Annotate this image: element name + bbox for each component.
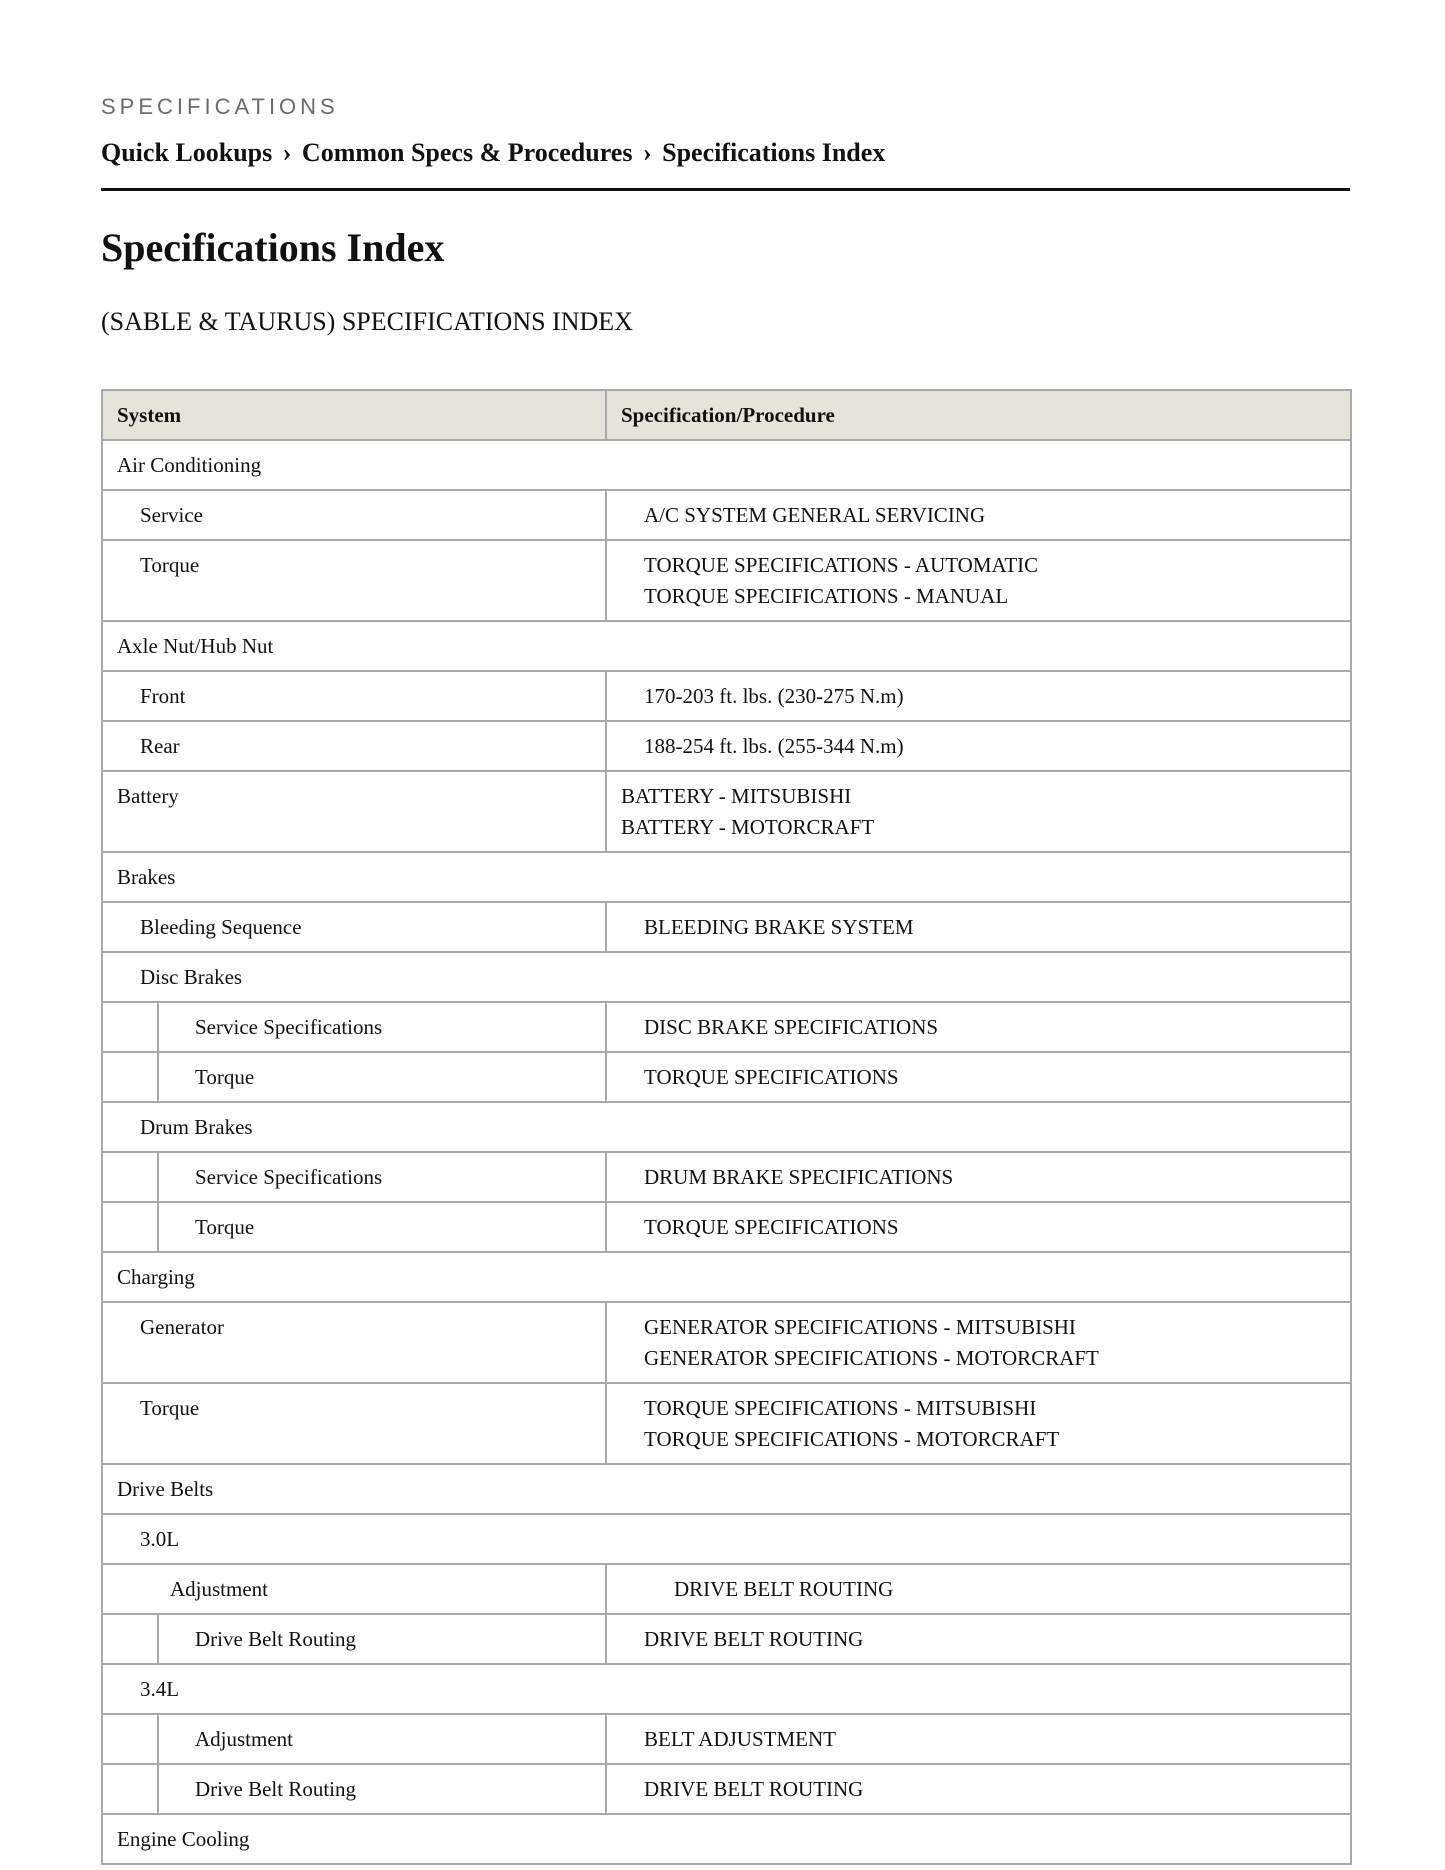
system-cell	[102, 1383, 606, 1464]
spec-list	[607, 672, 1350, 720]
group-cell	[102, 621, 1351, 671]
spec-list	[607, 1003, 1350, 1051]
system-label: Torque	[140, 1396, 200, 1420]
breadcrumb-item-specifications-index: Specifications Index	[662, 138, 886, 167]
system-cell	[102, 490, 606, 540]
group-label: Charging	[117, 1265, 195, 1289]
spec-cell	[606, 1002, 1351, 1052]
table-body	[102, 440, 1351, 1864]
spec-link[interactable]: DRUM BRAKE SPECIFICATIONS	[644, 1165, 954, 1189]
system-label: Service	[140, 503, 203, 527]
system-cell	[102, 1052, 606, 1102]
system-cell	[102, 1564, 606, 1614]
indent-stub	[103, 1003, 159, 1051]
table-row	[102, 902, 1351, 952]
spec-link[interactable]: A/C SYSTEM GENERAL SERVICING	[644, 503, 986, 527]
spec-cell	[606, 1764, 1351, 1814]
spec-cell	[606, 671, 1351, 721]
group-cell	[102, 1664, 1351, 1714]
group-cell	[102, 952, 1351, 1002]
spec-list	[607, 903, 1350, 951]
spec-link[interactable]: DISC BRAKE SPECIFICATIONS	[644, 1015, 939, 1039]
table-group-row	[102, 852, 1351, 902]
spec-link[interactable]: TORQUE SPECIFICATIONS	[644, 1215, 899, 1239]
breadcrumb-separator: ›	[282, 138, 292, 167]
spec-link[interactable]: TORQUE SPECIFICATIONS - MITSUBISHI	[644, 1396, 1037, 1420]
table-row	[102, 1002, 1351, 1052]
system-label: Torque	[195, 1065, 255, 1089]
spec-link[interactable]: BELT ADJUSTMENT	[644, 1727, 836, 1751]
system-cell	[102, 1614, 606, 1664]
spec-link[interactable]: TORQUE SPECIFICATIONS	[644, 1065, 899, 1089]
group-label: 3.0L	[140, 1527, 180, 1551]
spec-list	[607, 541, 1350, 620]
system-cell	[102, 1302, 606, 1383]
system-cell	[102, 540, 606, 621]
system-label: Drive Belt Routing	[195, 1627, 356, 1651]
table-group-row	[102, 621, 1351, 671]
group-label: 3.4L	[140, 1677, 180, 1701]
group-cell	[102, 852, 1351, 902]
spec-cell	[606, 1614, 1351, 1664]
spec-link[interactable]: BLEEDING BRAKE SYSTEM	[644, 915, 914, 939]
system-label: Service Specifications	[195, 1015, 383, 1039]
indent-stub	[103, 1765, 159, 1813]
spec-cell	[606, 1564, 1351, 1614]
table-row	[102, 1302, 1351, 1383]
table-row	[102, 1564, 1351, 1614]
table-row	[102, 490, 1351, 540]
spec-cell	[606, 1052, 1351, 1102]
group-label: Air Conditioning	[117, 453, 262, 477]
spec-list	[607, 1384, 1350, 1463]
table-header-row	[102, 390, 1351, 440]
spec-cell	[606, 1714, 1351, 1764]
table-group-row	[102, 952, 1351, 1002]
system-label: Torque	[140, 553, 200, 577]
section-eyebrow: SPECIFICATIONS	[101, 94, 339, 119]
spec-cell	[606, 1383, 1351, 1464]
spec-list	[607, 1765, 1350, 1813]
table-group-row	[102, 1252, 1351, 1302]
table-row	[102, 1714, 1351, 1764]
breadcrumb-separator: ›	[642, 138, 652, 167]
spec-cell	[606, 1202, 1351, 1252]
spec-list	[607, 1615, 1350, 1663]
table-row	[102, 721, 1351, 771]
table-row	[102, 1614, 1351, 1664]
system-label: Rear	[140, 734, 180, 758]
system-label: Adjustment	[170, 1577, 268, 1601]
table-row	[102, 540, 1351, 621]
indent-stub	[103, 1715, 159, 1763]
spec-list	[607, 1715, 1350, 1763]
table-row	[102, 671, 1351, 721]
spec-list	[607, 1203, 1350, 1251]
spec-list	[607, 491, 1350, 539]
table-row	[102, 1052, 1351, 1102]
group-cell	[102, 1514, 1351, 1564]
table-row	[102, 1202, 1351, 1252]
header-divider	[101, 188, 1350, 191]
column-header-system: System	[102, 390, 606, 440]
table-row	[102, 1383, 1351, 1464]
group-cell	[102, 1464, 1351, 1514]
system-cell	[102, 1764, 606, 1814]
table-row	[102, 1152, 1351, 1202]
indent-stub	[103, 1153, 159, 1201]
system-cell	[102, 1152, 606, 1202]
table-row	[102, 771, 1351, 852]
spec-link[interactable]: TORQUE SPECIFICATIONS - MANUAL	[644, 584, 1009, 608]
system-cell	[102, 1714, 606, 1764]
group-cell	[102, 1102, 1351, 1152]
group-label: Disc Brakes	[140, 965, 243, 989]
indent-stub	[103, 1203, 159, 1251]
table-group-row	[102, 1664, 1351, 1714]
system-cell	[102, 902, 606, 952]
specifications-table	[101, 389, 1352, 1865]
spec-link: 170-203 ft. lbs. (230-275 N.m)	[644, 684, 904, 708]
spec-list	[607, 722, 1350, 770]
system-label: Service Specifications	[195, 1165, 383, 1189]
group-label: Axle Nut/Hub Nut	[117, 634, 274, 658]
page-title: Specifications Index	[101, 225, 445, 270]
system-cell	[102, 1002, 606, 1052]
system-label: Torque	[195, 1215, 255, 1239]
spec-link[interactable]: TORQUE SPECIFICATIONS - AUTOMATIC	[644, 553, 1039, 577]
system-cell	[102, 771, 606, 852]
spec-link[interactable]: DRIVE BELT ROUTING	[644, 1627, 864, 1651]
spec-link[interactable]: DRIVE BELT ROUTING	[644, 1777, 864, 1801]
table-group-row	[102, 1814, 1351, 1864]
spec-link[interactable]: DRIVE BELT ROUTING	[674, 1577, 894, 1601]
spec-list	[607, 1303, 1350, 1382]
breadcrumb	[101, 138, 885, 168]
group-cell	[102, 440, 1351, 490]
spec-list	[607, 772, 1350, 851]
table-row	[102, 1764, 1351, 1814]
table-group-row	[102, 440, 1351, 490]
spec-cell	[606, 721, 1351, 771]
group-label: Brakes	[117, 865, 176, 889]
spec-link[interactable]: GENERATOR SPECIFICATIONS - MITSUBISHI	[644, 1315, 1076, 1339]
spec-cell	[606, 902, 1351, 952]
spec-cell	[606, 1152, 1351, 1202]
indent-stub	[103, 1053, 159, 1101]
group-cell	[102, 1252, 1351, 1302]
system-cell	[102, 671, 606, 721]
spec-cell	[606, 540, 1351, 621]
spec-link[interactable]: BATTERY - MITSUBISHI	[621, 784, 852, 808]
table-group-row	[102, 1464, 1351, 1514]
system-cell	[102, 1202, 606, 1252]
group-label: Drive Belts	[117, 1477, 214, 1501]
spec-list	[607, 1153, 1350, 1201]
spec-link[interactable]: BATTERY - MOTORCRAFT	[621, 815, 875, 839]
spec-cell	[606, 771, 1351, 852]
system-label: Bleeding Sequence	[140, 915, 302, 939]
page-subtitle: (SABLE & TAURUS) SPECIFICATIONS INDEX	[101, 307, 633, 336]
system-label: Drive Belt Routing	[195, 1777, 356, 1801]
system-label: Adjustment	[195, 1727, 293, 1751]
column-header-specification: Specification/Procedure	[606, 390, 1351, 440]
group-cell	[102, 1814, 1351, 1864]
group-label: Engine Cooling	[117, 1827, 250, 1851]
system-label: Battery	[117, 784, 179, 808]
spec-list	[607, 1565, 1350, 1613]
table-group-row	[102, 1102, 1351, 1152]
spec-list	[607, 1053, 1350, 1101]
spec-link[interactable]: TORQUE SPECIFICATIONS - MOTORCRAFT	[644, 1427, 1060, 1451]
spec-link: 188-254 ft. lbs. (255-344 N.m)	[644, 734, 904, 758]
table-group-row	[102, 1514, 1351, 1564]
breadcrumb-item-common-specs[interactable]: Common Specs & Procedures	[301, 138, 633, 167]
system-label: Front	[140, 684, 186, 708]
spec-cell	[606, 490, 1351, 540]
system-label: Generator	[140, 1315, 224, 1339]
system-cell	[102, 721, 606, 771]
group-label: Drum Brakes	[140, 1115, 253, 1139]
indent-stub	[103, 1615, 159, 1663]
spec-cell	[606, 1302, 1351, 1383]
breadcrumb-item-quick-lookups[interactable]: Quick Lookups	[101, 138, 273, 167]
spec-link[interactable]: GENERATOR SPECIFICATIONS - MOTORCRAFT	[644, 1346, 1099, 1370]
